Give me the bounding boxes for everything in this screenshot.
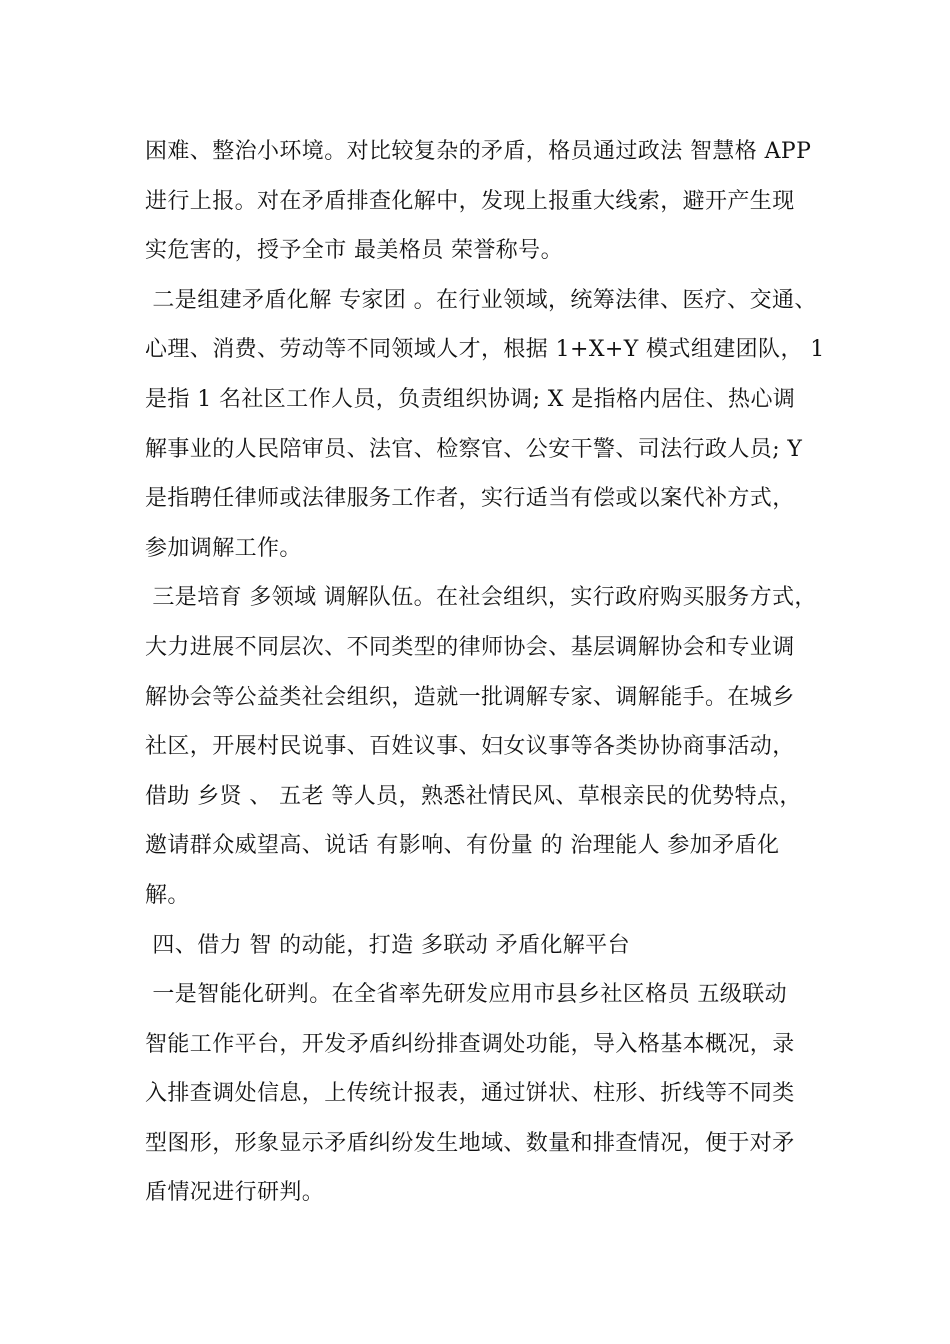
- text-line: 智能工作平台，开发矛盾纠纷排查调处功能，导入格基本概况，录: [145, 1031, 795, 1057]
- text-line: 进行上报。对在矛盾排查化解中，发现上报重大线索，避开产生现: [145, 188, 795, 214]
- text-line: 心理、消费、劳动等不同领域人才，根据 1+X+Y 模式组建团队， 1: [145, 337, 825, 363]
- text-line: 解协会等公益类社会组织，造就一批调解专家、调解能手。在城乡: [145, 684, 795, 710]
- text-line: 盾情况进行研判。: [145, 1180, 325, 1206]
- text-line: 解。: [145, 882, 190, 908]
- section-heading: 四、借力 智 的动能，打造 多联动 矛盾化解平台: [145, 932, 630, 958]
- text-line: 困难、整治小环境。对比较复杂的矛盾，格员通过政法 智慧格 APP: [145, 139, 812, 164]
- text-line: 三是培育 多领域 调解队伍。在社会组织，实行政府购买服务方式，: [145, 585, 817, 611]
- text-line: 型图形，形象显示矛盾纠纷发生地域、数量和排查情况，便于对矛: [145, 1130, 795, 1156]
- text-line: 二是组建矛盾化解 专家团 。在行业领域，统筹法律、医疗、交通、: [145, 287, 817, 313]
- text-line: 参加调解工作。: [145, 535, 302, 561]
- text-line: 实危害的，授予全市 最美格员 荣誉称号。: [145, 238, 563, 264]
- text-line: 社区，开展村民说事、百姓议事、妇女议事等各类协协商事活动，: [145, 734, 795, 760]
- document-body: [145, 132, 845, 1223]
- text-line: 是指聘任律师或法律服务工作者，实行适当有偿或以案代补方式，: [145, 486, 795, 512]
- text-line: 大力进展不同层次、不同类型的律师协会、基层调解协会和专业调: [145, 634, 795, 660]
- text-line: 入排查调处信息，上传统计报表，通过饼状、柱形、折线等不同类: [145, 1081, 795, 1107]
- text-line: 是指 1 名社区工作人员，负责组织协调; X 是指格内居住、热心调: [145, 386, 796, 412]
- text-line: 解事业的人民陪审员、法官、检察官、公安干警、司法行政人员; Y: [145, 436, 803, 462]
- text-line: 借助 乡贤 、 五老 等人员，熟悉社情民风、草根亲民的优势特点，: [145, 783, 802, 809]
- text-line: 邀请群众威望高、说话 有影响、有份量 的 治理能人 参加矛盾化: [145, 833, 780, 859]
- text-line: 一是智能化研判。在全省率先研发应用市县乡社区格员 五级联动: [145, 982, 787, 1008]
